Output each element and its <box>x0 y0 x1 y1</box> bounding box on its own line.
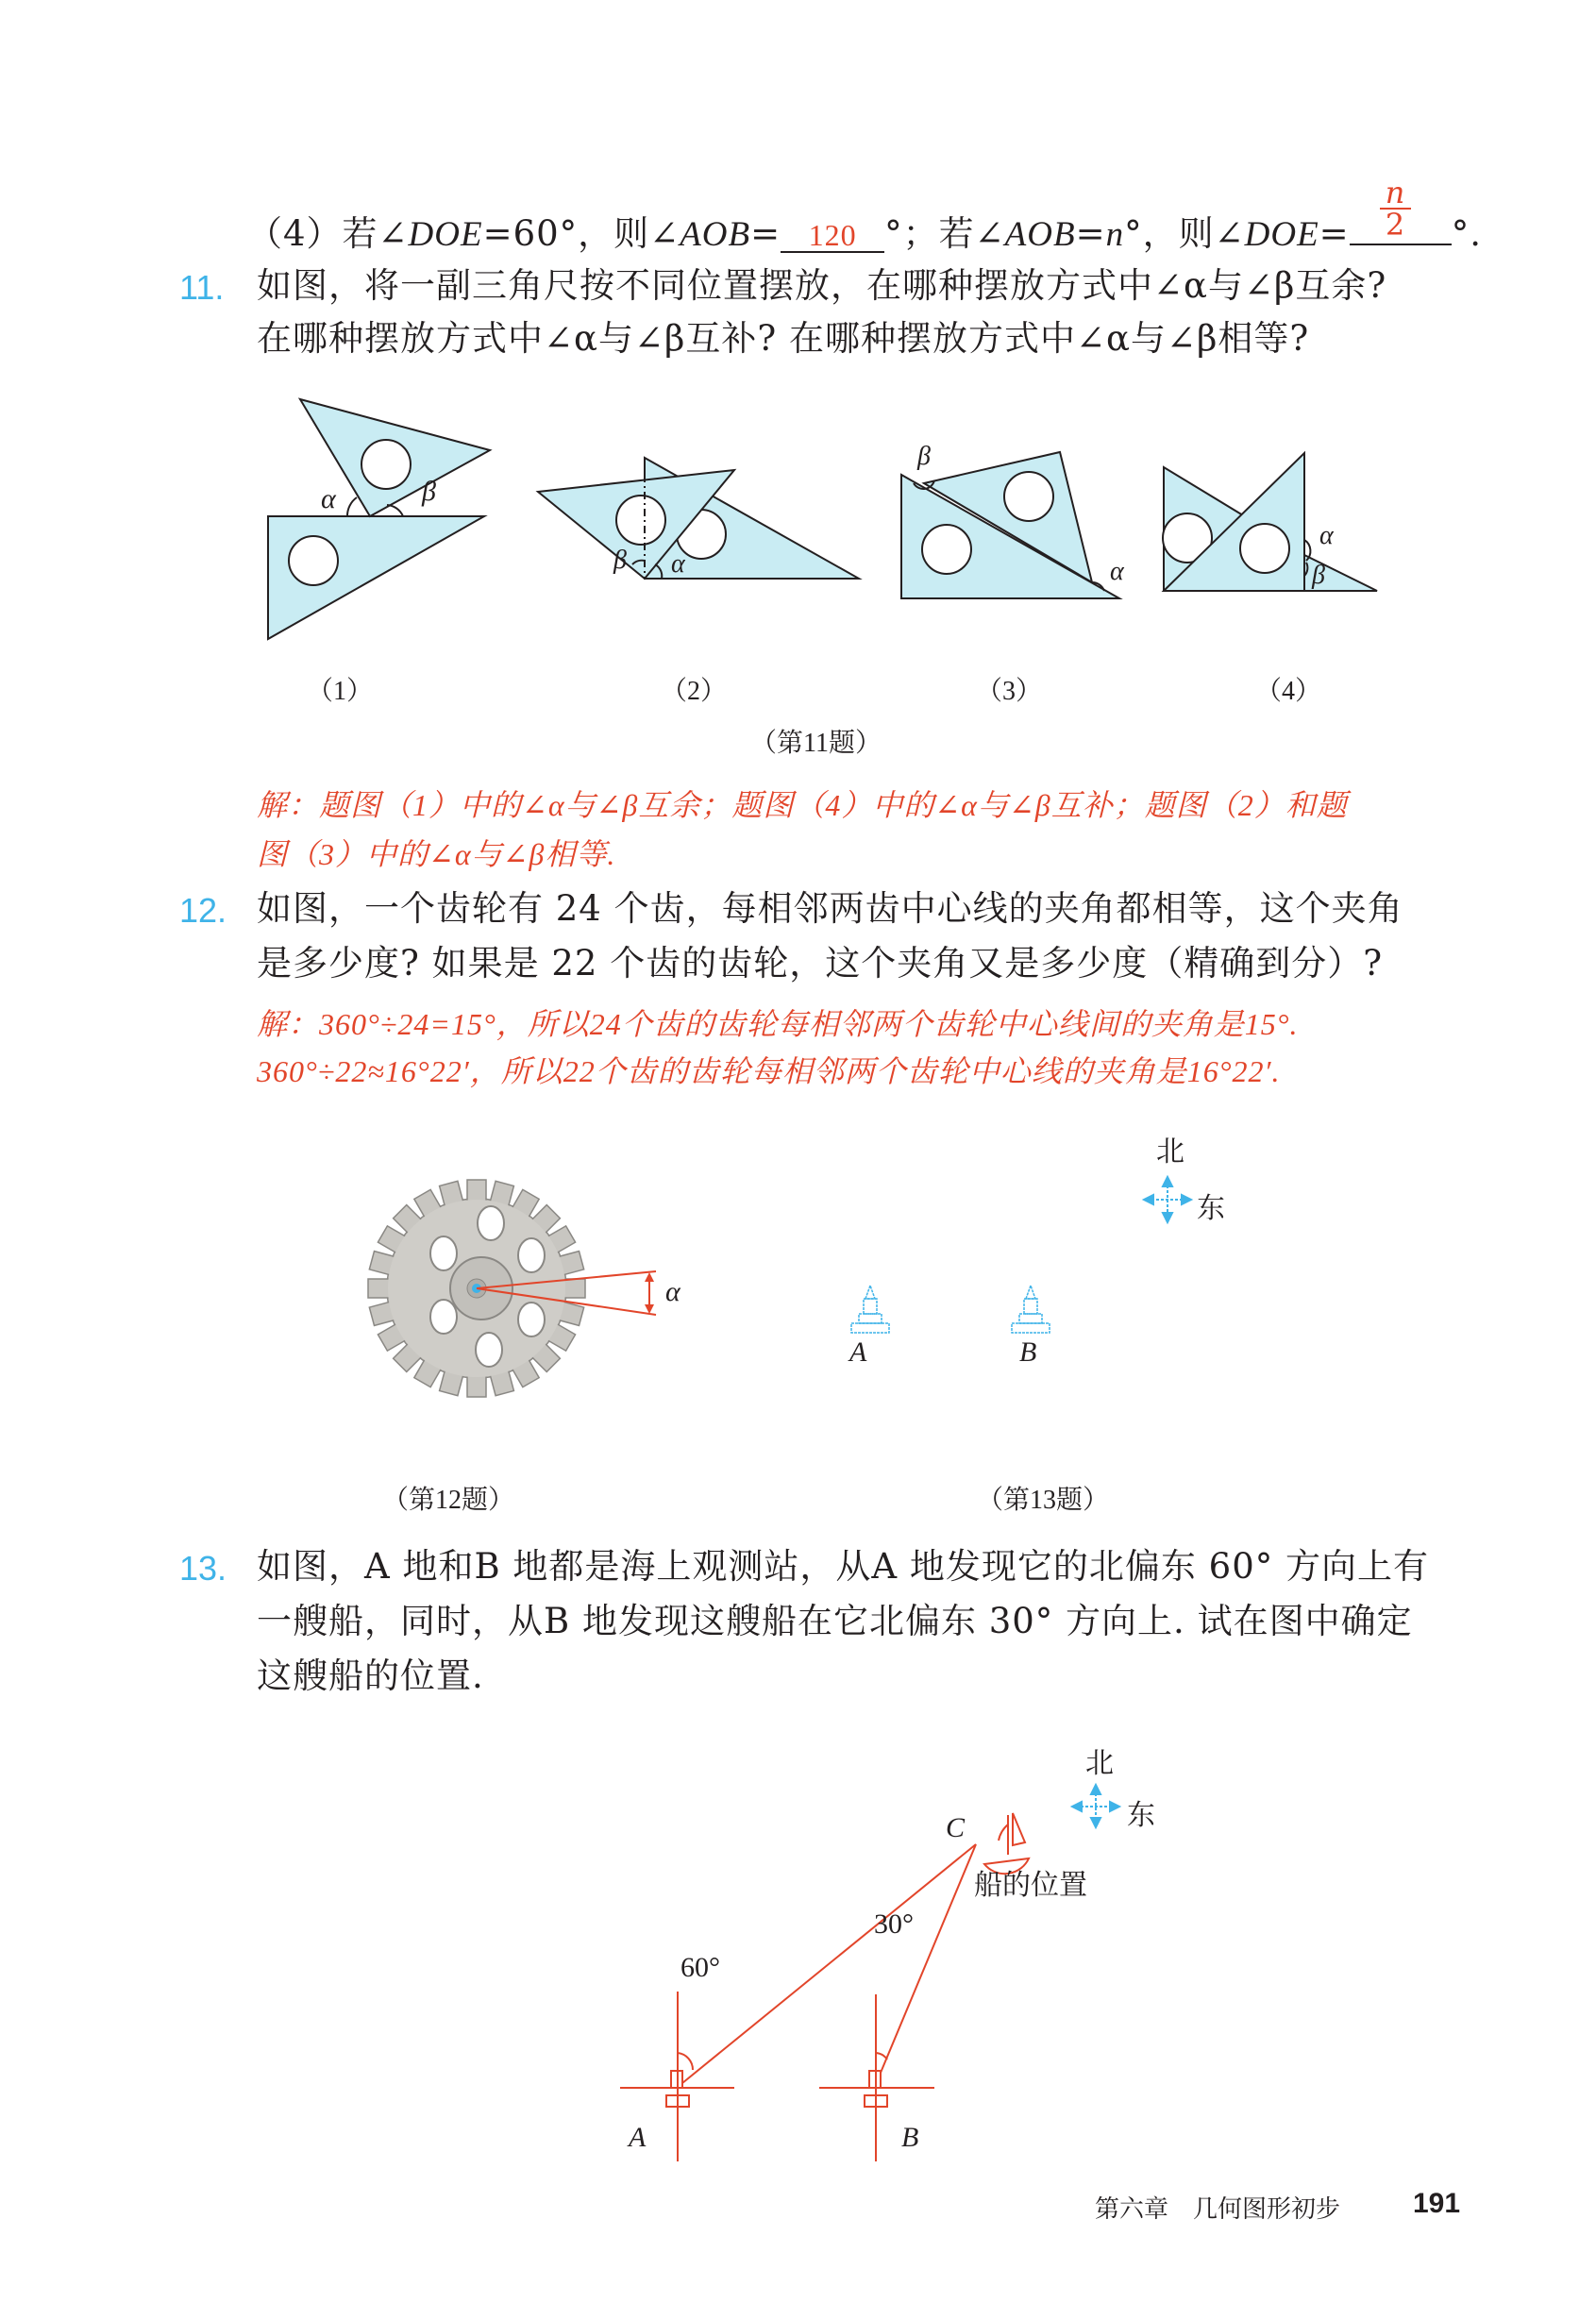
math-var: AOB <box>1004 215 1076 254</box>
angle-beta-label: β <box>917 442 931 471</box>
q13-text-line3: 这艘船的位置. <box>257 1656 484 1696</box>
angle-alpha-label: α <box>671 549 685 579</box>
page-number: 191 <box>1413 2188 1461 2219</box>
figure-11-1 <box>268 399 490 639</box>
angle-alpha-label: α <box>321 483 336 514</box>
text: °，则∠ <box>1124 213 1245 254</box>
chapter-footer: 第六章 几何图形初步 <box>1095 2195 1341 2224</box>
figure-label-3: （3） <box>976 677 1043 706</box>
ship-position-diagram <box>620 1813 1029 2161</box>
angle-beta-label: β <box>422 476 436 507</box>
figure-caption-12: （第12题） <box>382 1486 515 1515</box>
math-var: DOE <box>408 215 483 254</box>
q11-text-line1: 如图，将一副三角尺按不同位置摆放，在哪种摆放方式中∠α与∠β互余? <box>257 265 1387 306</box>
text: =60°，则∠ <box>482 213 680 254</box>
point-c-label: C <box>946 1812 966 1843</box>
station-b-label: B <box>901 2122 919 2153</box>
question-number-13: 13. <box>179 1549 227 1588</box>
math-var: DOE <box>1244 215 1319 254</box>
answer-value: 120 <box>808 218 857 252</box>
q11-answer-line1: 解：题图（1）中的∠α与∠β互余；题图（4）中的∠α与∠β互补；题图（2）和题 <box>257 788 1348 822</box>
compass-icon <box>1144 1177 1191 1222</box>
q11-answer-line2: 图（3）中的∠α与∠β相等. <box>257 837 616 871</box>
figure-caption-11: （第11题） <box>750 729 882 758</box>
figure-11-2 <box>538 458 859 579</box>
q12-answer-line1: 解：360°÷24=15°，所以24个齿的齿轮每相邻两个齿轮中心线间的夹角是15°. <box>257 1007 1299 1041</box>
q13-text-line1: 如图，A 地和B 地都是海上观测站，从A 地发现它的北偏东 60° 方向上有 <box>257 1546 1430 1587</box>
angle-beta-label: β <box>1312 561 1325 590</box>
angle-alpha-label: α <box>1319 521 1334 550</box>
east-label: 东 <box>1197 1192 1225 1225</box>
text: °. <box>1451 213 1482 254</box>
ship-position-label: 船的位置 <box>974 1869 1087 1902</box>
text: = <box>750 213 781 254</box>
angle-alpha-label: α <box>1110 557 1124 586</box>
station-a-icon <box>851 1286 889 1333</box>
question-number-12: 12. <box>179 891 227 930</box>
north-label: 北 <box>1085 1747 1114 1780</box>
angle-60-label: 60° <box>680 1952 720 1983</box>
gear-illustration <box>368 1180 656 1397</box>
text: °；若∠ <box>884 213 1005 254</box>
figure-label-2: （2） <box>661 677 728 706</box>
figure-11-4 <box>1163 453 1377 591</box>
math-var: n <box>1105 215 1125 254</box>
east-label: 东 <box>1127 1799 1155 1832</box>
figure-label-1: （1） <box>307 677 374 706</box>
station-b-icon <box>1012 1286 1050 1333</box>
compass-icon-2 <box>1072 1785 1119 1827</box>
angle-30-label: 30° <box>874 1908 914 1940</box>
denominator: 2 <box>1385 207 1406 243</box>
figure-label-4: （4） <box>1255 677 1322 706</box>
text: （4）若∠ <box>247 213 409 254</box>
question-number-11: 11. <box>179 268 225 307</box>
q11-text-line2: 在哪种摆放方式中∠α与∠β互补? 在哪种摆放方式中∠α与∠β相等? <box>257 318 1310 359</box>
text: = <box>1075 213 1106 254</box>
angle-beta-label: β <box>613 546 627 575</box>
figure-caption-13: （第13题） <box>977 1486 1110 1515</box>
north-label: 北 <box>1156 1135 1184 1168</box>
q12-text-line1: 如图，一个齿轮有 24 个齿，每相邻两齿中心线的夹角都相等，这个夹角 <box>257 888 1403 929</box>
gear-angle-label: α <box>665 1276 680 1307</box>
figure-11-3 <box>901 452 1119 598</box>
q12-text-line2: 是多少度? 如果是 22 个齿的齿轮，这个夹角又是多少度（精确到分）? <box>257 943 1384 983</box>
station-a-label: A <box>629 2122 647 2153</box>
q12-answer-line2: 360°÷22≈16°22′，所以22个齿的齿轮每相邻两个齿轮中心线的夹角是16°22′. <box>257 1054 1281 1088</box>
station-a-label: A <box>849 1337 867 1368</box>
q13-text-line2: 一艘船，同时，从B 地发现这艘船在它北偏东 30° 方向上. 试在图中确定 <box>257 1601 1413 1641</box>
math-var: AOB <box>680 215 751 254</box>
station-b-label: B <box>1019 1337 1037 1368</box>
numerator: n <box>1380 177 1412 210</box>
text: = <box>1319 213 1350 254</box>
